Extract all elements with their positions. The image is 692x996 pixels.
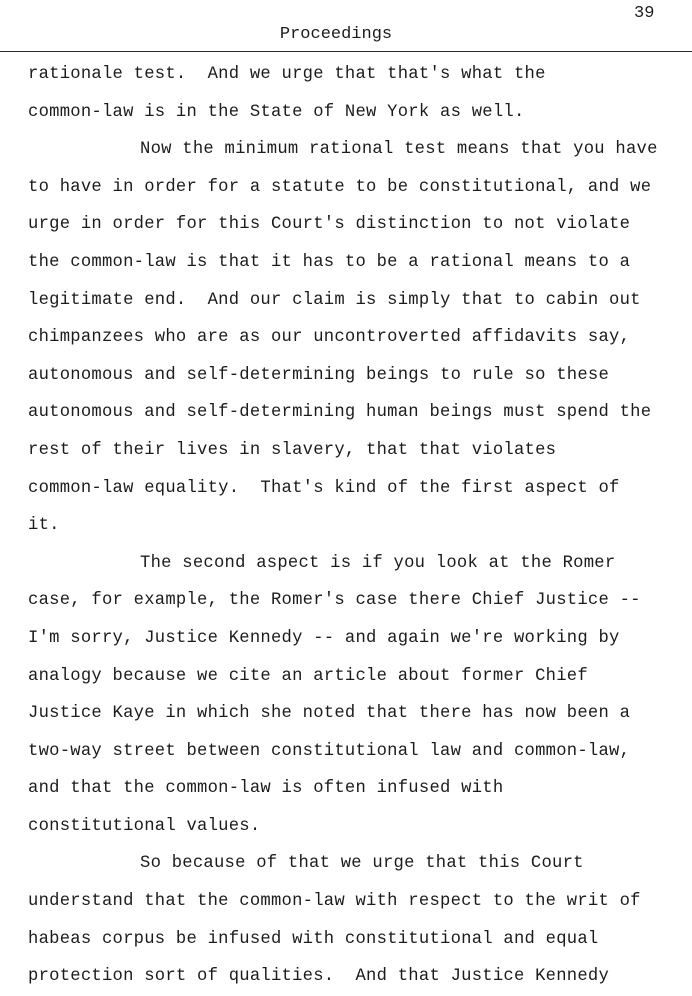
running-header: Proceedings — [279, 25, 393, 44]
transcript-line: chimpanzees who are as our uncontroverted affidavits say, — [28, 328, 631, 348]
transcript-line: rationale test. And we urge that that's what the — [28, 65, 546, 84]
transcript-line: habeas corpus be infused with constitutional and equal — [28, 929, 599, 949]
transcript-line: and that the common-law is often infused with — [28, 779, 504, 799]
transcript-line: urge in order for this Court's distinction to not violate — [28, 215, 631, 235]
page-number: 39 — [634, 4, 655, 23]
transcript-body — [28, 56, 692, 996]
transcript-line: So because of that we urge that this Court — [140, 854, 584, 874]
transcript-line: the common-law is that it has to be a rational means to a — [28, 252, 631, 272]
transcript-line: autonomous and self-determining human beings must spend the — [28, 403, 652, 423]
transcript-line: rest of their lives in slavery, that that violates — [28, 440, 557, 460]
transcript-line: understand that the common-law with respect to the writ of — [28, 892, 641, 912]
transcript-line: case, for example, the Romer's case there Chief Justice -- — [28, 591, 641, 611]
header-rule — [0, 51, 692, 52]
transcript-line: to have in order for a statute to be constitutional, and we — [28, 177, 652, 197]
transcript-line: two-way street between constitutional law and common-law, — [28, 741, 631, 761]
transcript-line: common-law equality. That's kind of the first aspect of — [28, 478, 620, 498]
transcript-line: Justice Kaye in which she noted that there has now been a — [28, 704, 631, 724]
transcript-line: autonomous and self-determining beings to rule so these — [28, 365, 610, 385]
transcript-line: The second aspect is if you look at the Romer — [140, 553, 616, 573]
transcript-line: protection sort of qualities. And that Justice Kennedy — [28, 967, 610, 987]
transcript-line: common-law is in the State of New York as well. — [28, 102, 525, 122]
transcript-line: it. — [28, 516, 60, 536]
transcript-line: analogy because we cite an article about former Chief — [28, 666, 588, 686]
transcript-line: constitutional values. — [28, 816, 261, 836]
transcript-line: I'm sorry, Justice Kennedy -- and again we're working by — [28, 628, 620, 648]
transcript-line: Now the minimum rational test means that you have — [140, 140, 658, 160]
transcript-line: legitimate end. And our claim is simply that to cabin out — [28, 290, 641, 310]
